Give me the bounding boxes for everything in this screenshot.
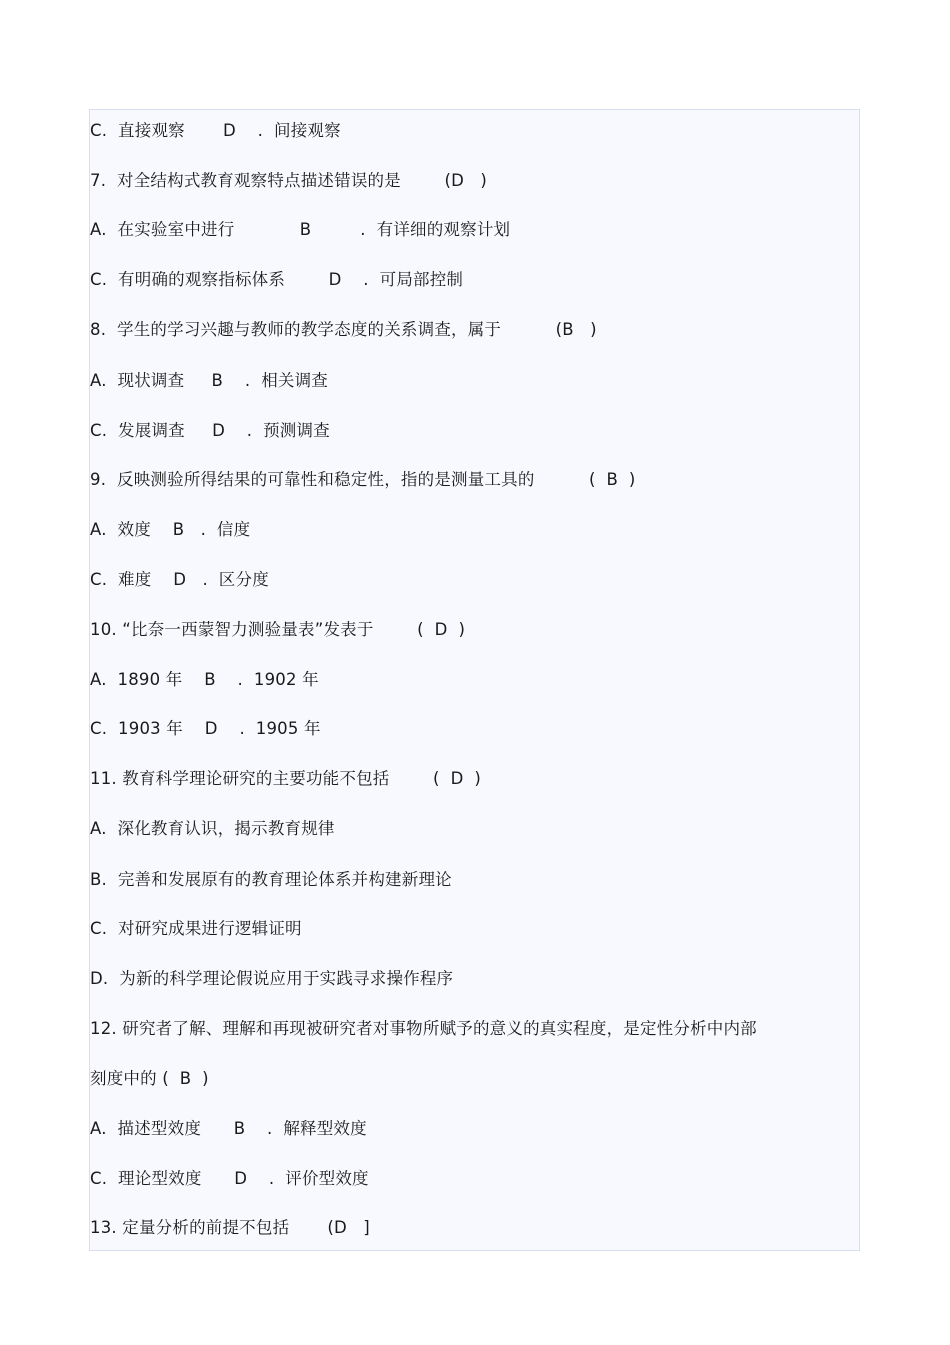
question-8: 8. 学生的学习兴趣与教师的教学态度的关系调查，属于 (B ) (90, 320, 597, 339)
option-d-q11: D. 为新的科学理论假说应用于实践寻求操作程序 (90, 969, 454, 988)
question-10: 10. “比奈一西蒙智力测验量表”发表于 ( D ) (90, 620, 466, 639)
option-line-ab-q9: A. 效度 B . 信度 (90, 520, 251, 539)
option-a-q11: A. 深化教育认识，揭示教育规律 (90, 819, 335, 838)
option-line-ab-q8: A. 现状调查 B . 相关调查 (90, 371, 328, 390)
question-7: 7. 对全结构式教育观察特点描述错误的是 (D ) (90, 171, 488, 190)
option-c-q11: C. 对研究成果进行逻辑证明 (90, 919, 302, 938)
option-line-ab-q7: A. 在实验室中进行 B . 有详细的观察计划 (90, 220, 511, 239)
option-line-cd-q7: C. 有明确的观察指标体系 D . 可局部控制 (90, 270, 464, 289)
option-line-cd-q9: C. 难度 D . 区分度 (90, 570, 269, 589)
option-line-ab-q12: A. 描述型效度 B . 解释型效度 (90, 1119, 367, 1138)
option-line-cd-q12: C. 理论型效度 D . 评价型效度 (90, 1169, 369, 1188)
option-line-cd-q10: C. 1903 年 D . 1905 年 (90, 719, 321, 738)
question-9: 9. 反映测验所得结果的可靠性和稳定性，指的是测量工具的 ( B ) (90, 470, 636, 489)
question-12: 12. 研究者了解、理解和再现被研究者对事物所赋予的意义的真实程度，是定性分析中内部 (90, 1019, 757, 1038)
option-line-cd-q8: C. 发展调查 D . 预测调查 (90, 421, 330, 440)
question-13: 13. 定量分析的前提不包括 (D ] (90, 1218, 370, 1237)
option-line-ab-q10: A. 1890 年 B . 1902 年 (90, 670, 319, 689)
option-line-cd-q6: C. 直接观察 D . 间接观察 (90, 121, 341, 140)
question-11: 11. 教育科学理论研究的主要功能不包括 ( D ) (90, 769, 482, 788)
option-b-q11: B. 完善和发展原有的教育理论体系并构建新理论 (90, 870, 452, 889)
question-12-continued: 刻度中的 ( B ) (90, 1069, 209, 1088)
